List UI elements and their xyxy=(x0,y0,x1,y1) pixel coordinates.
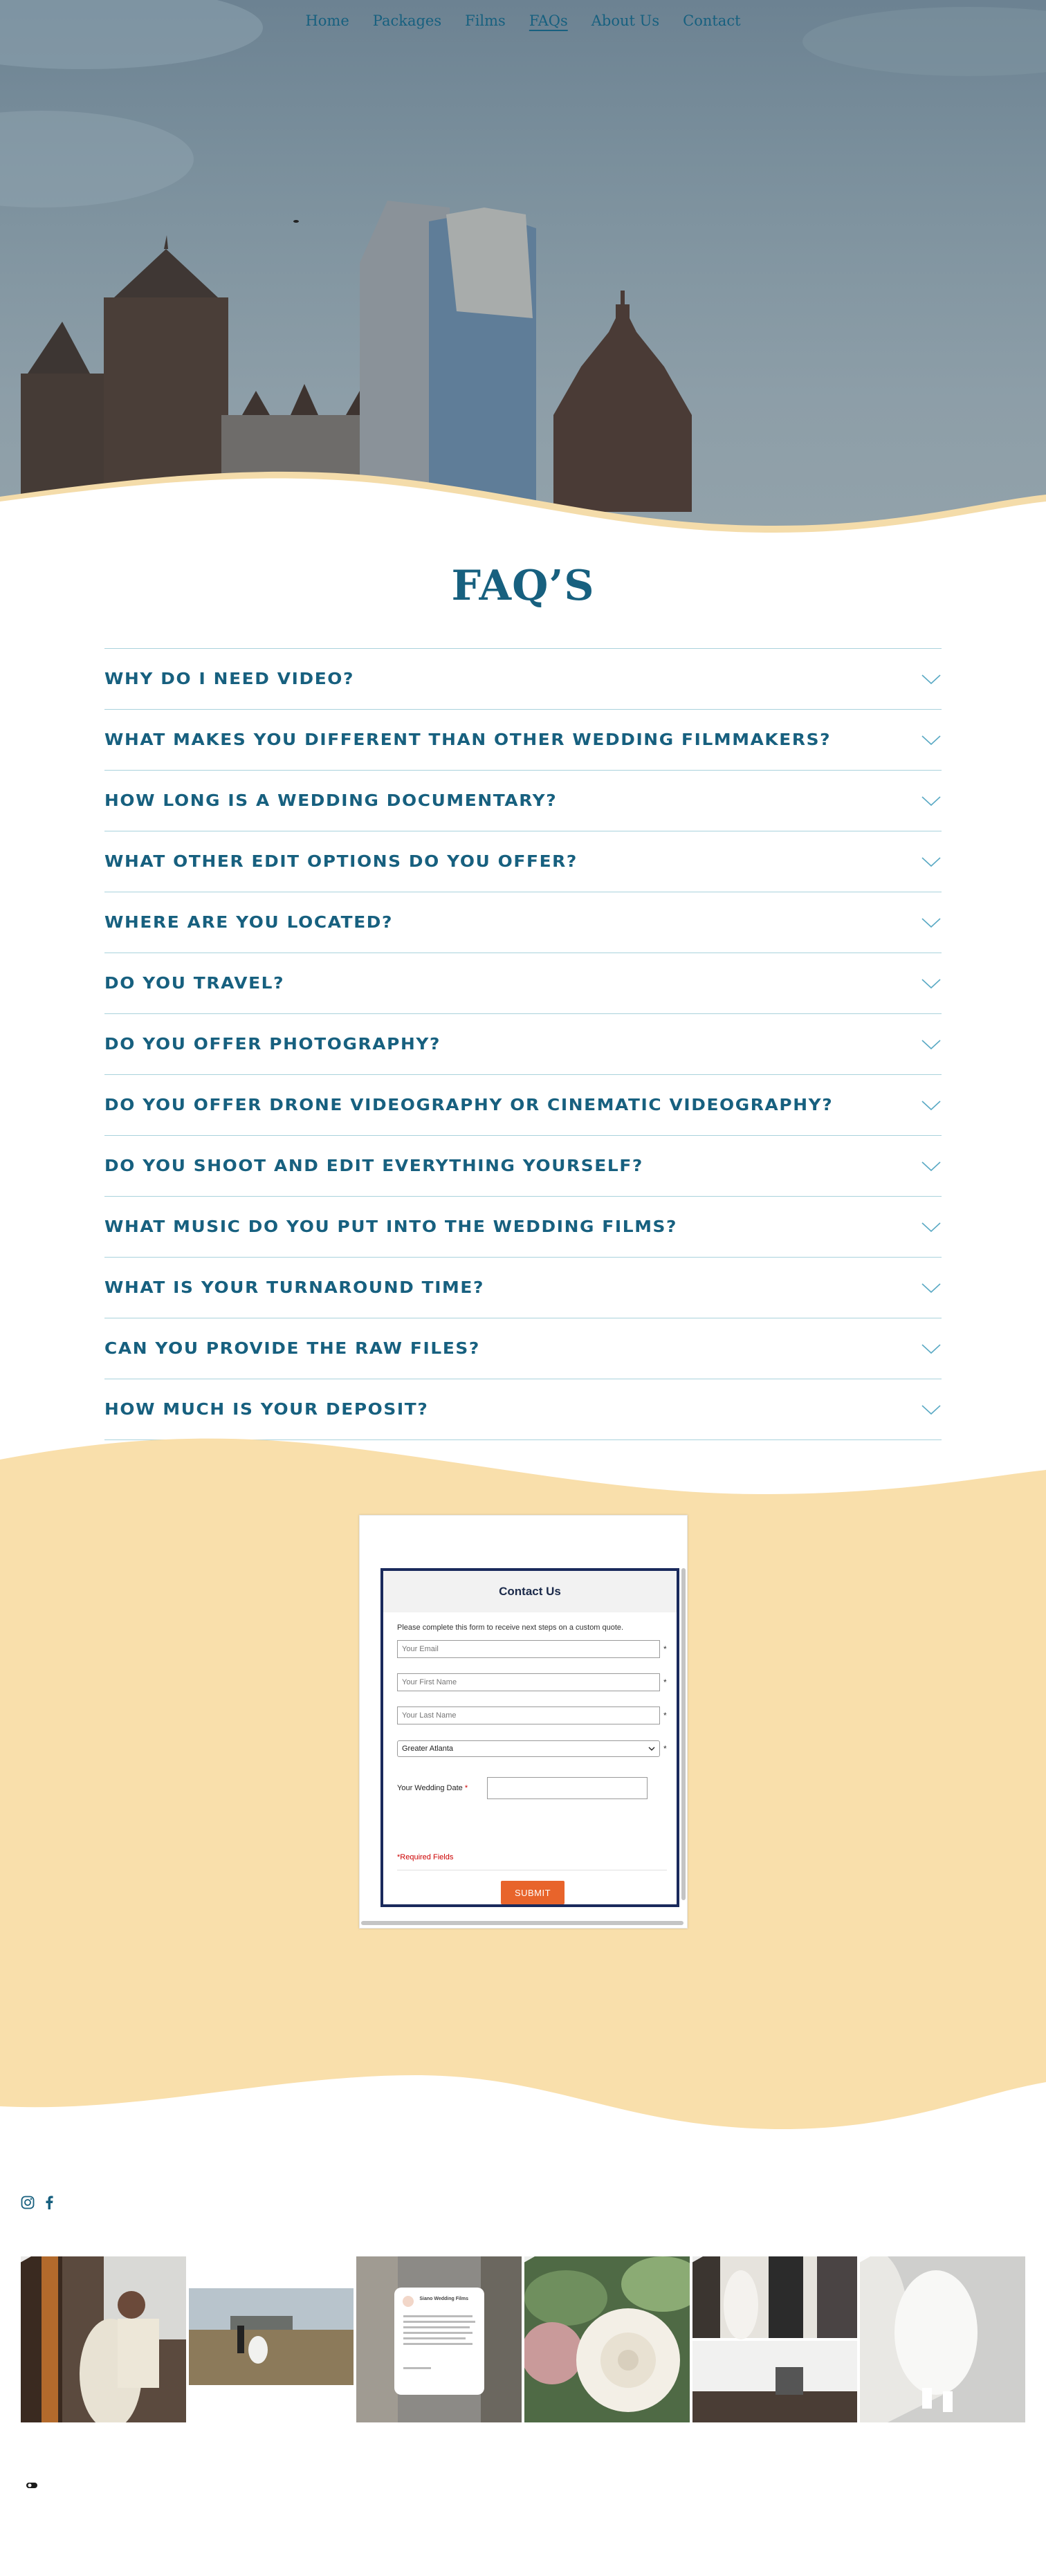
faq-item[interactable] xyxy=(104,1197,942,1258)
chevron-down-icon xyxy=(921,1160,942,1172)
faq-item[interactable] xyxy=(104,1318,942,1379)
chevron-down-icon xyxy=(921,1282,942,1294)
faq-question: WHY DO I NEED VIDEO? xyxy=(104,670,355,688)
gallery-video-tile[interactable] xyxy=(860,2256,1025,2422)
gallery-video-tile[interactable] xyxy=(189,2256,354,2422)
faq-accordion xyxy=(104,648,942,1440)
faq-item[interactable] xyxy=(104,649,942,710)
contact-form-intro: Please complete this form to receive next steps on a custom quote. xyxy=(397,1623,624,1632)
faq-item[interactable] xyxy=(104,1075,942,1136)
last-name-row xyxy=(397,1706,667,1724)
chevron-down-icon xyxy=(921,673,942,686)
chevron-down-icon xyxy=(648,1747,655,1751)
faq-question: WHAT IS YOUR TURNAROUND TIME? xyxy=(104,1278,485,1297)
gallery-thumbnail xyxy=(524,2256,690,2422)
hero-banner xyxy=(0,0,1046,533)
form-horizontal-scrollbar[interactable] xyxy=(361,1921,683,1925)
chevron-down-icon xyxy=(921,795,942,807)
faq-question: DO YOU OFFER DRONE VIDEOGRAPHY OR CINEMATIC VIDEOGRAPHY? xyxy=(104,1096,834,1114)
nav-contact[interactable]: Contact xyxy=(683,12,741,29)
faq-item[interactable] xyxy=(104,771,942,831)
faq-question: WHAT MUSIC DO YOU PUT INTO THE WEDDING FILMS? xyxy=(104,1217,678,1236)
gallery-thumbnail xyxy=(21,2256,186,2422)
chevron-down-icon xyxy=(921,1221,942,1233)
chevron-down-icon xyxy=(921,917,942,929)
play-icon xyxy=(189,2256,201,2270)
faq-question: DO YOU OFFER PHOTOGRAPHY? xyxy=(104,1035,441,1054)
embedded-card-title: Siano Wedding Films xyxy=(419,2297,468,2301)
region-select[interactable] xyxy=(397,1740,660,1757)
wedding-date-row xyxy=(397,1777,648,1799)
chevron-down-icon xyxy=(921,1343,942,1355)
gallery-video-tile[interactable] xyxy=(524,2256,690,2422)
faq-item[interactable] xyxy=(104,710,942,771)
faq-question: DO YOU SHOOT AND EDIT EVERYTHING YOURSELF? xyxy=(104,1157,643,1175)
chevron-down-icon xyxy=(921,856,942,868)
chevron-down-icon xyxy=(921,1099,942,1112)
nav-packages[interactable]: Packages xyxy=(372,12,442,29)
nav-home[interactable]: Home xyxy=(305,12,349,29)
wedding-date-label xyxy=(397,1784,468,1792)
required-marker: * xyxy=(663,1644,667,1654)
faq-item[interactable] xyxy=(104,1136,942,1197)
faq-question: HOW MUCH IS YOUR DEPOSIT? xyxy=(104,1400,429,1419)
region-select-value: Greater Atlanta xyxy=(402,1745,453,1753)
hero-wave-divider xyxy=(0,0,1046,533)
instagram-gallery xyxy=(21,2256,1025,2422)
faq-item[interactable] xyxy=(104,953,942,1014)
social-links xyxy=(21,2196,54,2209)
required-marker: * xyxy=(663,1677,667,1687)
faq-question: WHERE ARE YOU LOCATED? xyxy=(104,913,394,932)
chevron-down-icon xyxy=(921,977,942,990)
faq-item[interactable] xyxy=(104,1014,942,1075)
faq-item[interactable] xyxy=(104,892,942,953)
wedding-date-field[interactable] xyxy=(487,1777,648,1799)
gallery-video-tile[interactable] xyxy=(692,2256,858,2422)
email-row xyxy=(397,1640,667,1658)
gallery-thumbnail xyxy=(860,2256,1025,2422)
faq-item[interactable] xyxy=(104,831,942,892)
contact-form-embed xyxy=(359,1515,688,1929)
gallery-thumbnail xyxy=(356,2256,522,2422)
nav-faqs[interactable]: FAQs xyxy=(529,12,568,29)
required-marker: * xyxy=(663,1744,667,1754)
form-vertical-scrollbar[interactable] xyxy=(681,1568,686,1900)
first-name-field[interactable] xyxy=(397,1673,660,1691)
email-field[interactable] xyxy=(397,1640,660,1658)
gallery-post-tile[interactable] xyxy=(356,2256,522,2422)
faq-question: WHAT MAKES YOU DIFFERENT THAN OTHER WEDDING FILMMAKERS? xyxy=(104,730,832,749)
gallery-video-tile[interactable] xyxy=(21,2256,186,2422)
nav-about-us[interactable]: About Us xyxy=(591,12,660,29)
submit-button[interactable]: SUBMIT xyxy=(501,1881,565,1904)
faq-item[interactable] xyxy=(104,1379,942,1440)
play-icon xyxy=(21,2256,33,2270)
gallery-thumbnail xyxy=(189,2256,354,2422)
contact-form-title: Contact Us xyxy=(383,1571,677,1612)
required-marker: * xyxy=(464,1784,468,1792)
main-nav xyxy=(0,12,1046,32)
instagram-icon[interactable] xyxy=(21,2196,35,2209)
last-name-field[interactable] xyxy=(397,1706,660,1724)
accessibility-toggle-icon[interactable] xyxy=(26,2482,37,2489)
chevron-down-icon xyxy=(921,734,942,746)
chevron-down-icon xyxy=(921,1038,942,1051)
faq-question: HOW LONG IS A WEDDING DOCUMENTARY? xyxy=(104,791,558,810)
faq-question: WHAT OTHER EDIT OPTIONS DO YOU OFFER? xyxy=(104,852,578,871)
facebook-icon[interactable] xyxy=(44,2196,54,2209)
play-icon xyxy=(692,2256,704,2270)
faq-title: FAQ’S xyxy=(451,562,595,610)
faq-question: DO YOU TRAVEL? xyxy=(104,974,285,993)
required-marker: * xyxy=(663,1711,667,1720)
faq-question: CAN YOU PROVIDE THE RAW FILES? xyxy=(104,1339,480,1358)
chevron-down-icon xyxy=(921,1404,942,1416)
first-name-row xyxy=(397,1673,667,1691)
play-icon xyxy=(860,2256,872,2270)
gallery-thumbnail xyxy=(692,2256,858,2422)
required-fields-note: *Required Fields xyxy=(397,1853,454,1861)
play-icon xyxy=(524,2256,536,2270)
wedding-date-label-text: Your Wedding Date xyxy=(397,1784,463,1792)
nav-films[interactable]: Films xyxy=(465,12,506,29)
contact-form xyxy=(380,1568,679,1907)
region-row xyxy=(397,1740,667,1757)
faq-item[interactable] xyxy=(104,1258,942,1318)
